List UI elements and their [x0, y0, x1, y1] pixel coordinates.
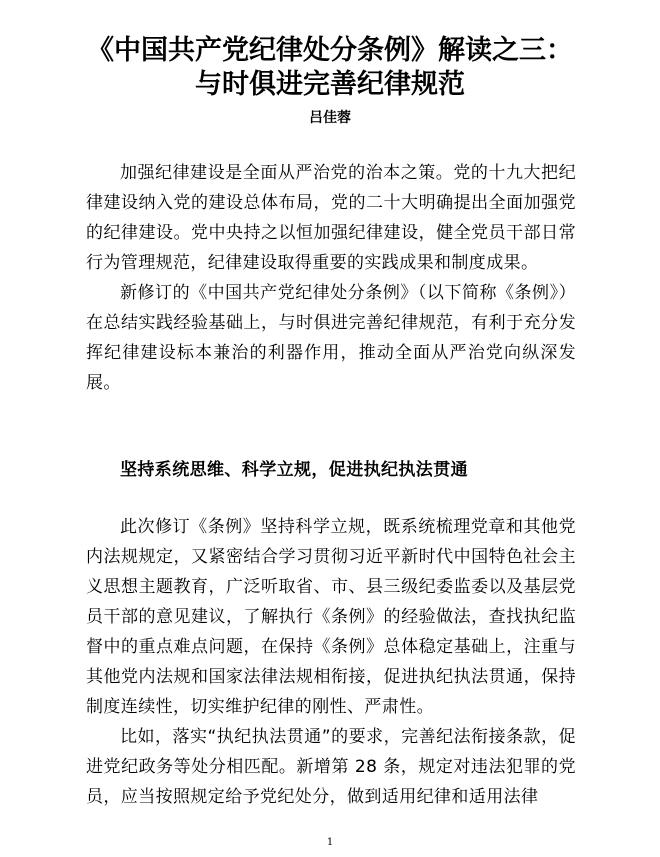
paragraph: 比如，落实“执纪执法贯通”的要求，完善纪法衔接条款，促进党纪政务等处分相匹配。新增第 28 条，规定对违法犯罪的党员，应当按照规定给予党纪处分，做到适用纪律和适用法律 [86, 727, 576, 807]
author-name: 吕佳蓉 [309, 110, 351, 126]
paragraph: 新修订的《中国共产党纪律处分条例》（以下简称《条例》）在总结实践经验基础上，与时俱进完善纪律规范，有利于充分发挥纪律建设标本兼治的利器作用，推动全面从严治党向纵深发展。 [86, 283, 576, 393]
page-number: 1 [326, 837, 334, 848]
section-heading: 坚持系统思维、科学立规，促进执纪执法贯通 [120, 460, 468, 480]
intro-body [86, 158, 576, 398]
paragraph: 此次修订《条例》坚持科学立规，既系统梳理党章和其他党内法规规定，又紧密结合学习贯彻习近平新时代中国特色社会主义思想主题教育，广泛听取省、市、县三级纪委监委以及基层党员干部的意见建议，了解执行《条例》的经验做法，查找执纪监督中的重点难点问题，在保持《条例》总体稳定基础上，注重与其他党内法规和国家法律法规相衔接，促进执纪执法贯通，保持制度连续性，切实维护纪律的刚性、严肃性。 [86, 517, 576, 717]
paragraph: 加强纪律建设是全面从严治党的治本之策。党的十九大把纪律建设纳入党的建设总体布局，党的二十大明确提出全面加强党的纪律建设。党中央持之以恒加强纪律建设，健全党员干部日常行为管理规范，纪律建设取得重要的实践成果和制度成果。 [86, 163, 576, 273]
section-body [86, 512, 576, 812]
document-title-line-2: 与时俱进完善纪律规范 [195, 69, 465, 100]
document-title-line-1: 《中国共产党纪律处分条例》解读之三： [87, 35, 573, 66]
